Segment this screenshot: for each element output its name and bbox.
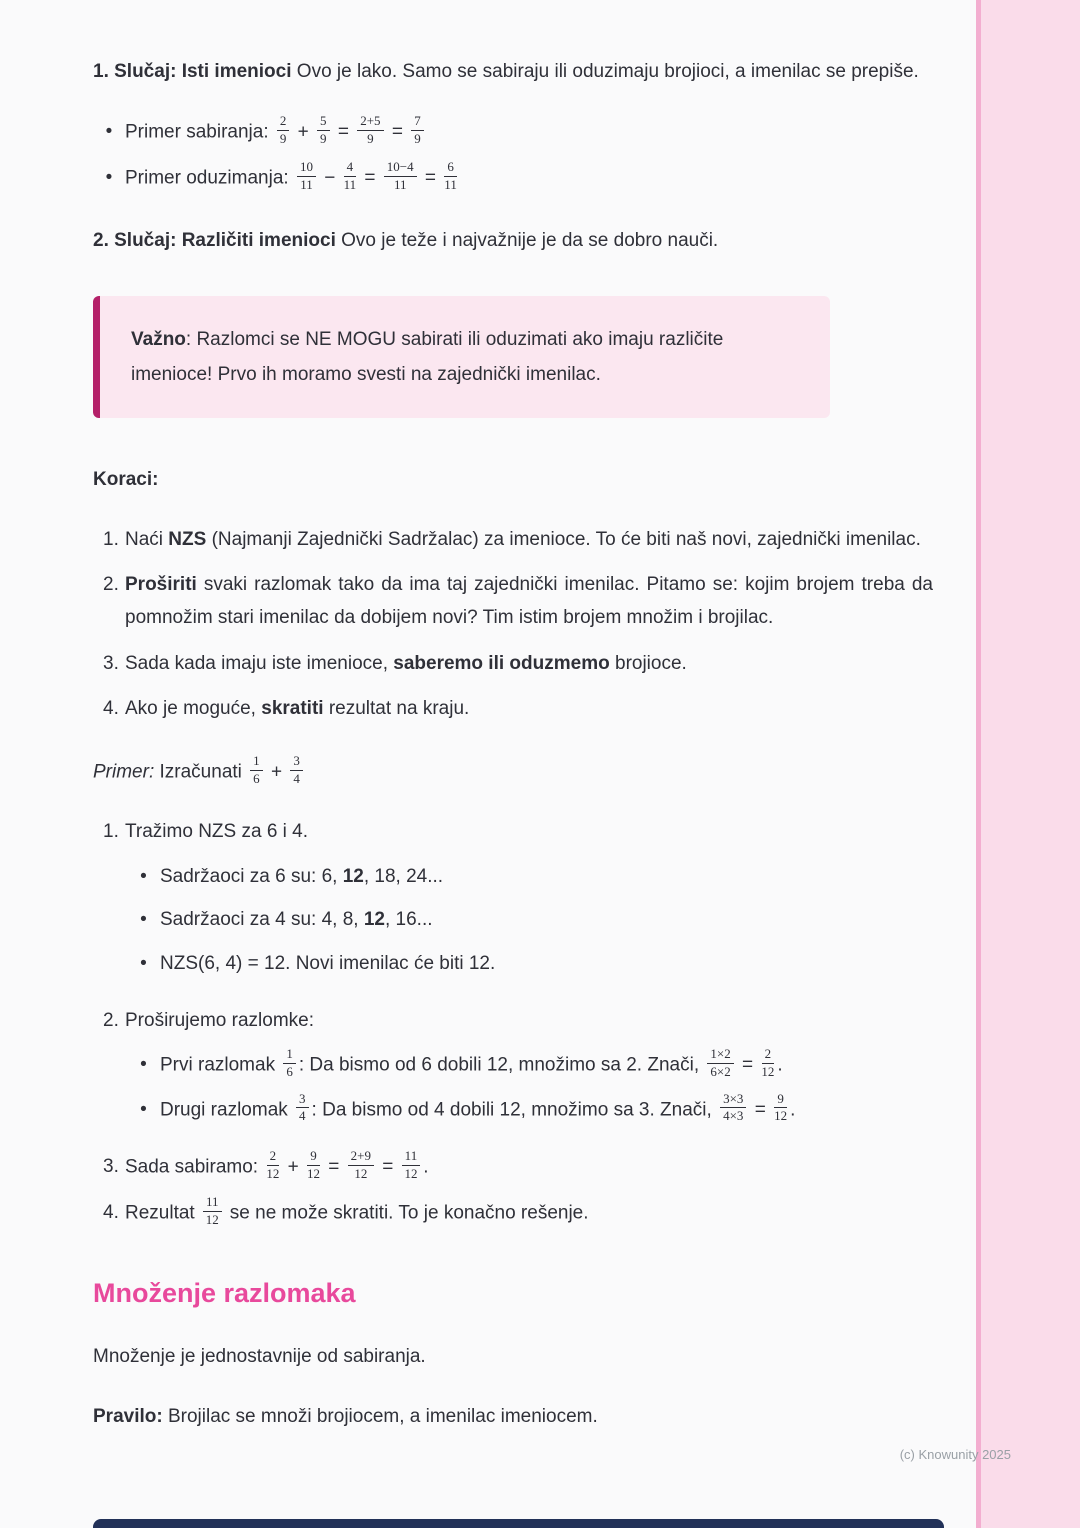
fraction-denominator: 4×3 — [723, 1108, 744, 1124]
fraction — [444, 160, 457, 193]
fraction-denominator: 11 — [343, 176, 357, 192]
page-edge-stripe — [976, 0, 1080, 1528]
fraction — [707, 1047, 733, 1080]
paragraph — [93, 464, 933, 497]
list-number: 1. — [103, 528, 119, 550]
fraction-numerator: 3×3 — [720, 1092, 746, 1109]
fraction-denominator: 6 — [253, 770, 260, 786]
list-number: 3. — [103, 652, 119, 674]
paragraph — [93, 1341, 933, 1374]
list-item — [93, 524, 933, 557]
paragraph — [93, 1401, 933, 1434]
list-item — [93, 158, 933, 195]
list-number: 2. — [103, 574, 119, 596]
fraction — [720, 1092, 746, 1125]
list-item-content — [125, 524, 933, 557]
fraction — [297, 160, 316, 193]
list-item-content — [160, 1046, 933, 1082]
text: se ne može skratiti. To je konačno rešenje. — [224, 1202, 589, 1224]
text: + — [282, 1156, 305, 1178]
text: NZS(6, 4) = 12. Novi imenilac će biti 12. — [160, 953, 496, 975]
fraction-denominator: 4 — [299, 1108, 306, 1124]
bullet-icon: • — [140, 865, 147, 887]
fraction-denominator: 4 — [293, 770, 300, 786]
list-item-content — [125, 1147, 933, 1184]
bullet-list — [93, 112, 933, 195]
fraction-numerator: 1 — [250, 754, 263, 771]
fraction-denominator: 9 — [367, 130, 374, 146]
fraction-denominator: 9 — [279, 130, 287, 146]
bold-text: Važno — [131, 328, 186, 350]
fraction-numerator: 2+9 — [348, 1149, 374, 1166]
fraction-numerator: 5 — [317, 114, 330, 131]
bullet-icon: • — [140, 1054, 147, 1076]
fraction-numerator: 1×2 — [707, 1047, 733, 1064]
bold-text: Koraci: — [93, 468, 159, 490]
page-edge-divider — [976, 0, 981, 1528]
bold-text: NZS — [168, 528, 207, 550]
fraction-denominator: 9 — [414, 130, 421, 146]
fraction — [266, 1149, 279, 1182]
fraction-numerator: 2 — [267, 1149, 280, 1166]
fraction — [203, 1195, 222, 1228]
text: = — [736, 1054, 759, 1076]
text: Primer sabiranja: — [125, 121, 274, 143]
text: = — [323, 1156, 345, 1178]
text: = — [377, 1156, 399, 1178]
text: Sada sabiramo: — [125, 1156, 264, 1178]
list-item — [127, 948, 933, 981]
fraction-numerator: 1 — [283, 1047, 296, 1064]
list-item — [93, 1005, 933, 1138]
list-item — [127, 904, 933, 937]
paragraph — [93, 752, 933, 789]
bold-text: saberemo ili oduzmemo — [393, 652, 610, 674]
section-heading: Množenje razlomaka — [93, 1277, 356, 1308]
list-item-content — [125, 816, 933, 992]
text: Primer oduzimanja: — [125, 167, 294, 189]
nested-bullet-list — [127, 1046, 933, 1126]
fraction-numerator: 4 — [344, 160, 357, 177]
text: − — [318, 167, 341, 189]
fraction-numerator: 10−4 — [384, 160, 417, 177]
list-item — [93, 816, 933, 992]
fraction-denominator: 6 — [286, 1064, 293, 1080]
text: brojioce. — [609, 652, 687, 674]
fraction-numerator: 11 — [203, 1195, 222, 1212]
numbered-list — [93, 524, 933, 726]
list-item-content — [125, 158, 933, 195]
text: Rezultat — [125, 1202, 200, 1224]
text: = — [419, 167, 442, 189]
list-item — [93, 569, 933, 634]
fraction-denominator: 9 — [320, 130, 327, 146]
fraction — [384, 160, 417, 193]
text: = — [332, 121, 355, 143]
fraction-denominator: 12 — [307, 1165, 321, 1181]
bold-text: 2. Slučaj: Različiti imenioci — [93, 229, 336, 251]
text: Naći — [125, 528, 169, 550]
list-item-content — [160, 948, 933, 981]
fraction-denominator: 12 — [266, 1165, 280, 1181]
text: , 16... — [384, 909, 433, 931]
text: Izračunati — [154, 761, 248, 783]
fraction-numerator: 11 — [402, 1149, 421, 1166]
list-item-content — [160, 1090, 933, 1127]
list-item-content — [125, 569, 933, 634]
callout-box — [93, 296, 830, 418]
bullet-icon: • — [105, 166, 113, 188]
text: (Najmanji Zajednički Sadržalac) za imenioce. To će biti naš novi, zajednički imenilac. — [206, 528, 921, 550]
text: . — [790, 1098, 796, 1120]
document-content — [93, 0, 933, 1460]
list-item — [93, 112, 933, 149]
fraction-numerator: 9 — [307, 1149, 320, 1166]
list-item-content — [125, 1005, 933, 1138]
list-item-content — [125, 1193, 933, 1230]
list-number: 2. — [103, 1009, 119, 1031]
fraction-denominator: 12 — [404, 1165, 418, 1181]
text: = — [359, 167, 381, 189]
text: : Da bismo od 6 dobili 12, množimo sa 2. Znači, — [298, 1054, 705, 1076]
fraction — [317, 114, 330, 147]
text: Brojilac se množi brojiocem, a imenilac imeniocem. — [162, 1405, 598, 1427]
text: = — [386, 121, 409, 143]
fraction-denominator: 11 — [393, 176, 407, 192]
fraction — [283, 1047, 296, 1080]
nested-bullet-list — [127, 861, 933, 981]
callout-text — [131, 322, 800, 392]
fraction-denominator: 11 — [300, 176, 313, 192]
numbered-list — [93, 816, 933, 1230]
list-item — [93, 1147, 933, 1184]
fraction-numerator: 10 — [297, 160, 316, 177]
text: Ovo je teže i najvažnije je da se dobro nauči. — [335, 229, 719, 251]
fraction-denominator: 12 — [761, 1064, 775, 1080]
fraction-denominator: 6×2 — [710, 1064, 731, 1080]
text: Sadržaoci za 4 su: 4, 8, — [160, 909, 364, 931]
text: Sada kada imaju iste imenioce, — [125, 652, 394, 674]
list-item — [127, 1046, 933, 1082]
list-item-content — [160, 904, 933, 937]
fraction — [307, 1149, 320, 1182]
bold-text: 12 — [363, 909, 385, 931]
text: , 18, 24... — [363, 865, 444, 887]
fraction-numerator: 2 — [762, 1047, 775, 1064]
fraction-denominator: 12 — [205, 1211, 219, 1227]
list-item — [127, 1090, 933, 1127]
fraction — [402, 1149, 421, 1182]
text: rezultat na kraju. — [323, 698, 470, 720]
fraction — [774, 1092, 787, 1125]
fraction-numerator: 7 — [411, 114, 424, 131]
italic-text: Primer: — [93, 761, 155, 783]
text: = — [749, 1098, 772, 1120]
text: Tražimo NZS za 6 i 4. — [125, 821, 309, 843]
text: Množenje je jednostavnije od sabiranja. — [93, 1345, 426, 1367]
bullet-icon: • — [140, 953, 147, 975]
fraction — [348, 1149, 374, 1182]
bold-text: skratiti — [261, 698, 324, 720]
list-number: 4. — [103, 698, 119, 720]
text: : Da bismo od 4 dobili 12, množimo sa 3. Znači, — [311, 1098, 718, 1120]
fraction — [250, 754, 263, 787]
fraction-denominator: 12 — [354, 1165, 368, 1181]
list-item-content — [160, 861, 933, 894]
list-number: 1. — [103, 821, 119, 843]
copyright-watermark: (c) Knowunity 2025 — [899, 1447, 1011, 1462]
bold-text: 1. Slučaj: Isti imenioci — [93, 61, 292, 82]
fraction — [761, 1047, 774, 1080]
text: Prvi razlomak — [160, 1054, 281, 1076]
fraction-denominator: 11 — [444, 176, 457, 192]
fraction — [344, 160, 357, 193]
fraction — [277, 114, 290, 147]
fraction-numerator: 9 — [774, 1092, 787, 1109]
text: . — [777, 1054, 783, 1076]
list-number: 3. — [103, 1155, 119, 1177]
list-item-content — [125, 112, 933, 149]
list-item — [127, 861, 933, 894]
text: : Razlomci se NE MOGU sabirati ili oduzimati ako imaju različite imenioce! Prvo ih moramo svesti na zajednički imenilac. — [131, 328, 724, 385]
fraction-numerator: 6 — [444, 160, 457, 177]
list-item — [93, 648, 933, 681]
bold-text: Proširiti — [125, 574, 197, 596]
text: Sadržaoci za 6 su: 6, — [160, 865, 343, 887]
paragraph — [93, 56, 933, 89]
bold-text: 12 — [342, 865, 364, 887]
list-item — [93, 693, 933, 726]
fraction — [357, 114, 383, 147]
fraction-numerator: 2 — [277, 114, 290, 131]
text: Drugi razlomak — [160, 1098, 294, 1120]
text: . — [423, 1156, 429, 1178]
list-item-content — [125, 648, 933, 681]
text: Ovo je lako. Samo se sabiraju ili oduzimaju brojioci, a imenilac se prepiše. — [291, 61, 919, 82]
fraction-numerator: 2+5 — [357, 114, 383, 131]
text: + — [265, 761, 288, 783]
next-section-header-partial — [93, 1519, 944, 1528]
text: Proširujemo razlomke: — [125, 1009, 314, 1031]
fraction — [411, 114, 424, 147]
list-number: 4. — [103, 1201, 119, 1223]
bullet-icon: • — [105, 120, 113, 142]
fraction-numerator: 3 — [290, 754, 303, 771]
list-item-content — [125, 693, 933, 726]
bullet-icon: • — [140, 909, 147, 931]
paragraph — [93, 225, 933, 258]
bullet-icon: • — [140, 1098, 147, 1120]
fraction-numerator: 3 — [296, 1092, 309, 1109]
list-item — [93, 1193, 933, 1230]
text: + — [292, 121, 315, 143]
bold-text: Pravilo: — [93, 1405, 163, 1427]
text: svaki razlomak tako da ima taj zajednički imenilac. Pitamo se: kojim brojem treba da pomnožim stari imenilac da dobijem novi? Tim istim brojem množim i brojilac. — [125, 574, 933, 628]
fraction-denominator: 12 — [774, 1108, 788, 1124]
fraction — [290, 754, 303, 787]
text: Ako je moguće, — [125, 698, 262, 720]
fraction — [296, 1092, 309, 1125]
